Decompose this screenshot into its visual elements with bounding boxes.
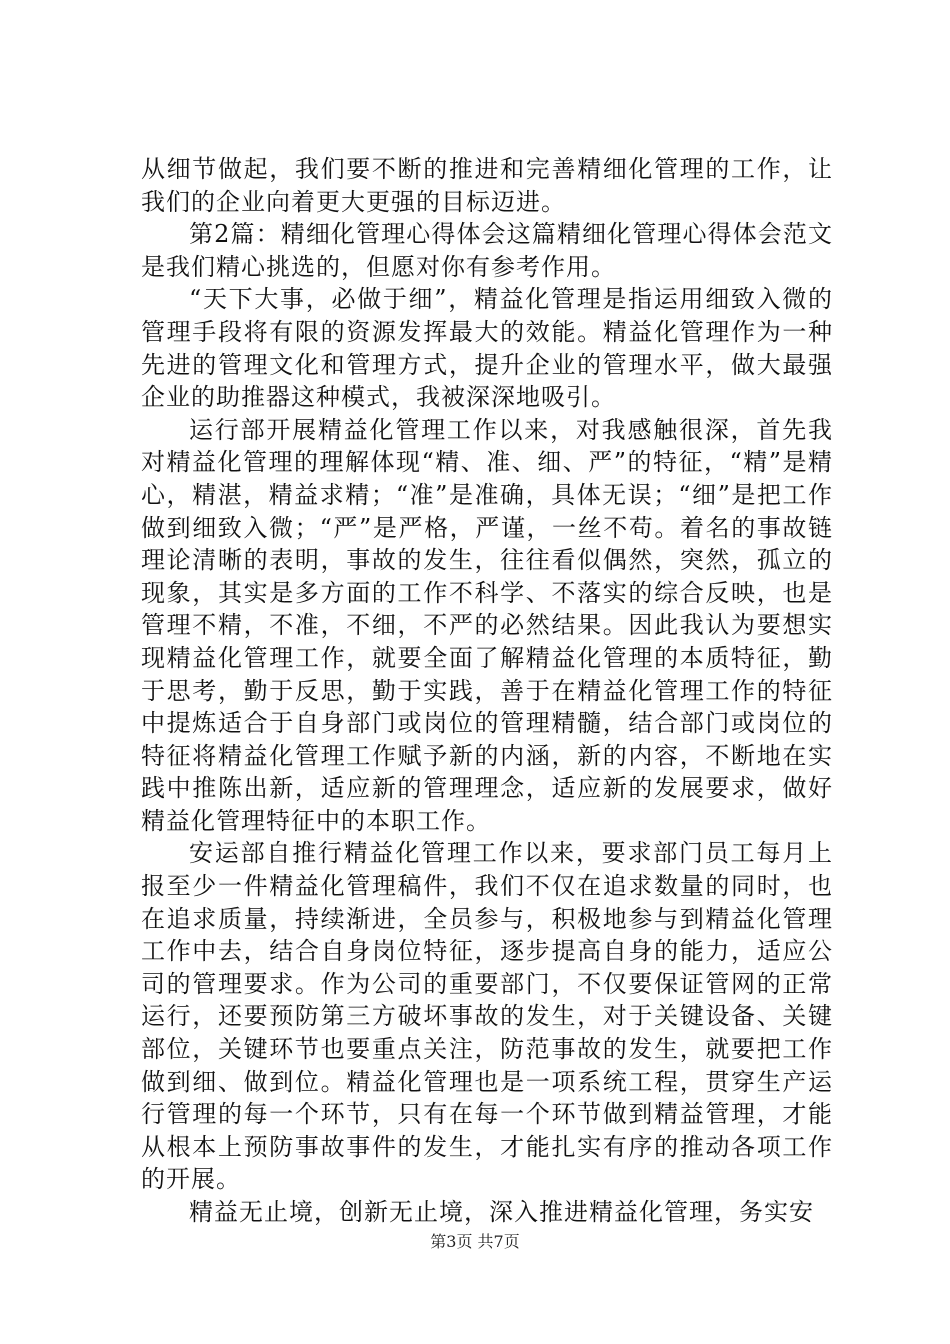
paragraph-3: “天下大事，必做于细”，精益化管理是指运用细致入微的管理手段将有限的资源发挥最大的效能。精益化管理作为一种先进的管理文化和管理方式，提升企业的管理水平，做大最强企业的助推器这种模式，我被深深地吸引。 <box>141 285 833 412</box>
document-body <box>141 153 833 1229</box>
paragraph-6: 精益无止境，创新无止境，深入推进精益化管理，务实安 <box>189 1198 814 1226</box>
paragraph-5: 安运部自推行精益化管理工作以来，要求部门员工每月上报至少一件精益化管理稿件，我们不仅在追求数量的同时，也在追求质量，持续渐进，全员参与，积极地参与到精益化管理工作中去，结合自身岗位特征，逐步提高自身的能力，适应公司的管理要求。作为公司的重要部门，不仅要保证管网的正常运行，还要预防第三方破坏事故的发生，对于关键设备、关键部位，关键环节也要重点关注，防范事故的发生，就要把工作做到细、做到位。精益化管理也是一项系统工程，贯穿生产运行管理的每一个环节，只有在每一个环节做到精益管理，才能从根本上预防事故事件的发生，才能扎实有序的推动各项工作的开展。 <box>141 839 833 1194</box>
page-footer <box>0 1232 950 1252</box>
paragraph-4: 运行部开展精益化管理工作以来，对我感触很深，首先我对精益化管理的理解体现“精、准、细、严”的特征，“精”是精心，精湛，精益求精；“准”是准确，具体无误；“细”是把工作做到细致入微；“严”是严格，严谨，一丝不苟。着名的事故链理论清晰的表明，事故的发生，往往看似偶然，突然，孤立的现象，其实是多方面的工作不科学、不落实的综合反映，也是管理不精，不准，不细，不严的必然结果。因此我认为要想实现精益化管理工作，就要全面了解精益化管理的本质特征，勤于思考，勤于反思，勤于实践，善于在精益化管理工作的特征中提炼适合于自身部门或岗位的管理精髓，结合部门或岗位的特征将精益化管理工作赋予新的内涵，新的内容，不断地在实践中推陈出新，适应新的管理理念，适应新的发展要求，做好精益化管理特征中的本职工作。 <box>141 415 833 835</box>
paragraph-2: 第2篇：精细化管理心得体会这篇精细化管理心得体会范文是我们精心挑选的，但愿对你有参考作用。 <box>141 220 833 281</box>
page-number: 第3页 共7页 <box>430 1232 520 1251</box>
paragraph-1: 从细节做起，我们要不断的推进和完善精细化管理的工作，让我们的企业向着更大更强的目标迈进。 <box>141 155 833 216</box>
